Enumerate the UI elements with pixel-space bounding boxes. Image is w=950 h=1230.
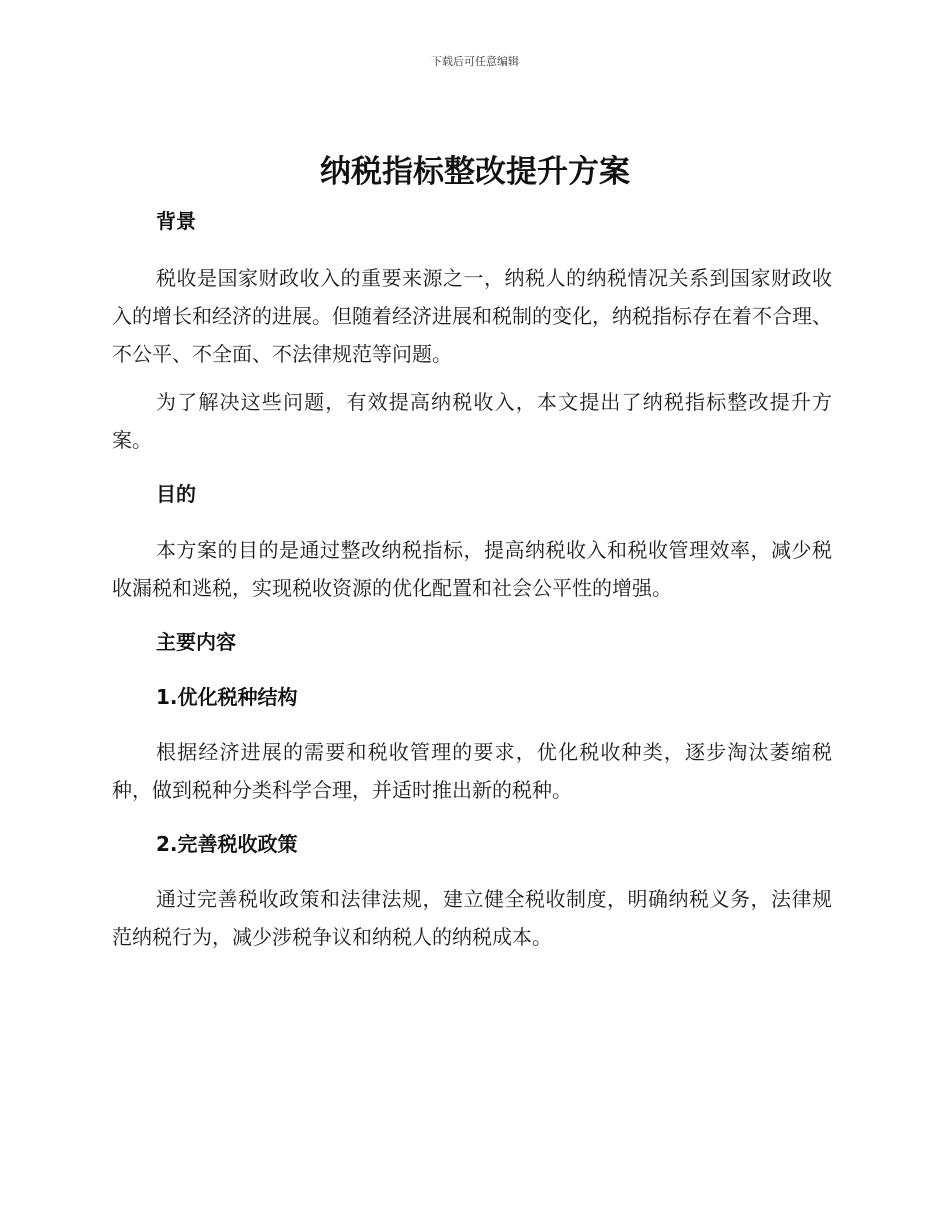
header-note: 下载后可任意编辑	[431, 55, 519, 68]
subsection-heading-1: 1.优化税种结构	[156, 685, 298, 709]
section-heading-background: 背景	[156, 209, 196, 233]
background-paragraph-1: 税收是国家财政收入的重要来源之一，纳税人的纳税情况关系到国家财政收入的增长和经济的进展。但随着经济进展和税制的变化，纳税指标存在着不合理、不公平、不全面、不法律规范等问题。	[112, 266, 832, 366]
section-heading-purpose: 目的	[156, 482, 196, 506]
subsection-heading-2: 2.完善税收政策	[156, 832, 298, 856]
section-heading-main-content: 主要内容	[156, 630, 236, 654]
subsection-2-paragraph: 通过完善税收政策和法律法规，建立健全税收制度，明确纳税义务，法律规范纳税行为，减少涉税争议和纳税人的纳税成本。	[112, 887, 832, 949]
purpose-paragraph: 本方案的目的是通过整改纳税指标，提高纳税收入和税收管理效率，减少税收漏税和逃税，实现税收资源的优化配置和社会公平性的增强。	[112, 538, 832, 600]
background-paragraph-2: 为了解决这些问题，有效提高纳税收入，本文提出了纳税指标整改提升方案。	[112, 390, 832, 452]
document-title: 纳税指标整改提升方案	[320, 154, 630, 190]
subsection-1-paragraph: 根据经济进展的需要和税收管理的要求，优化税收种类，逐步淘汰萎缩税种，做到税种分类科学合理，并适时推出新的税种。	[112, 740, 832, 802]
document-body	[112, 204, 832, 956]
